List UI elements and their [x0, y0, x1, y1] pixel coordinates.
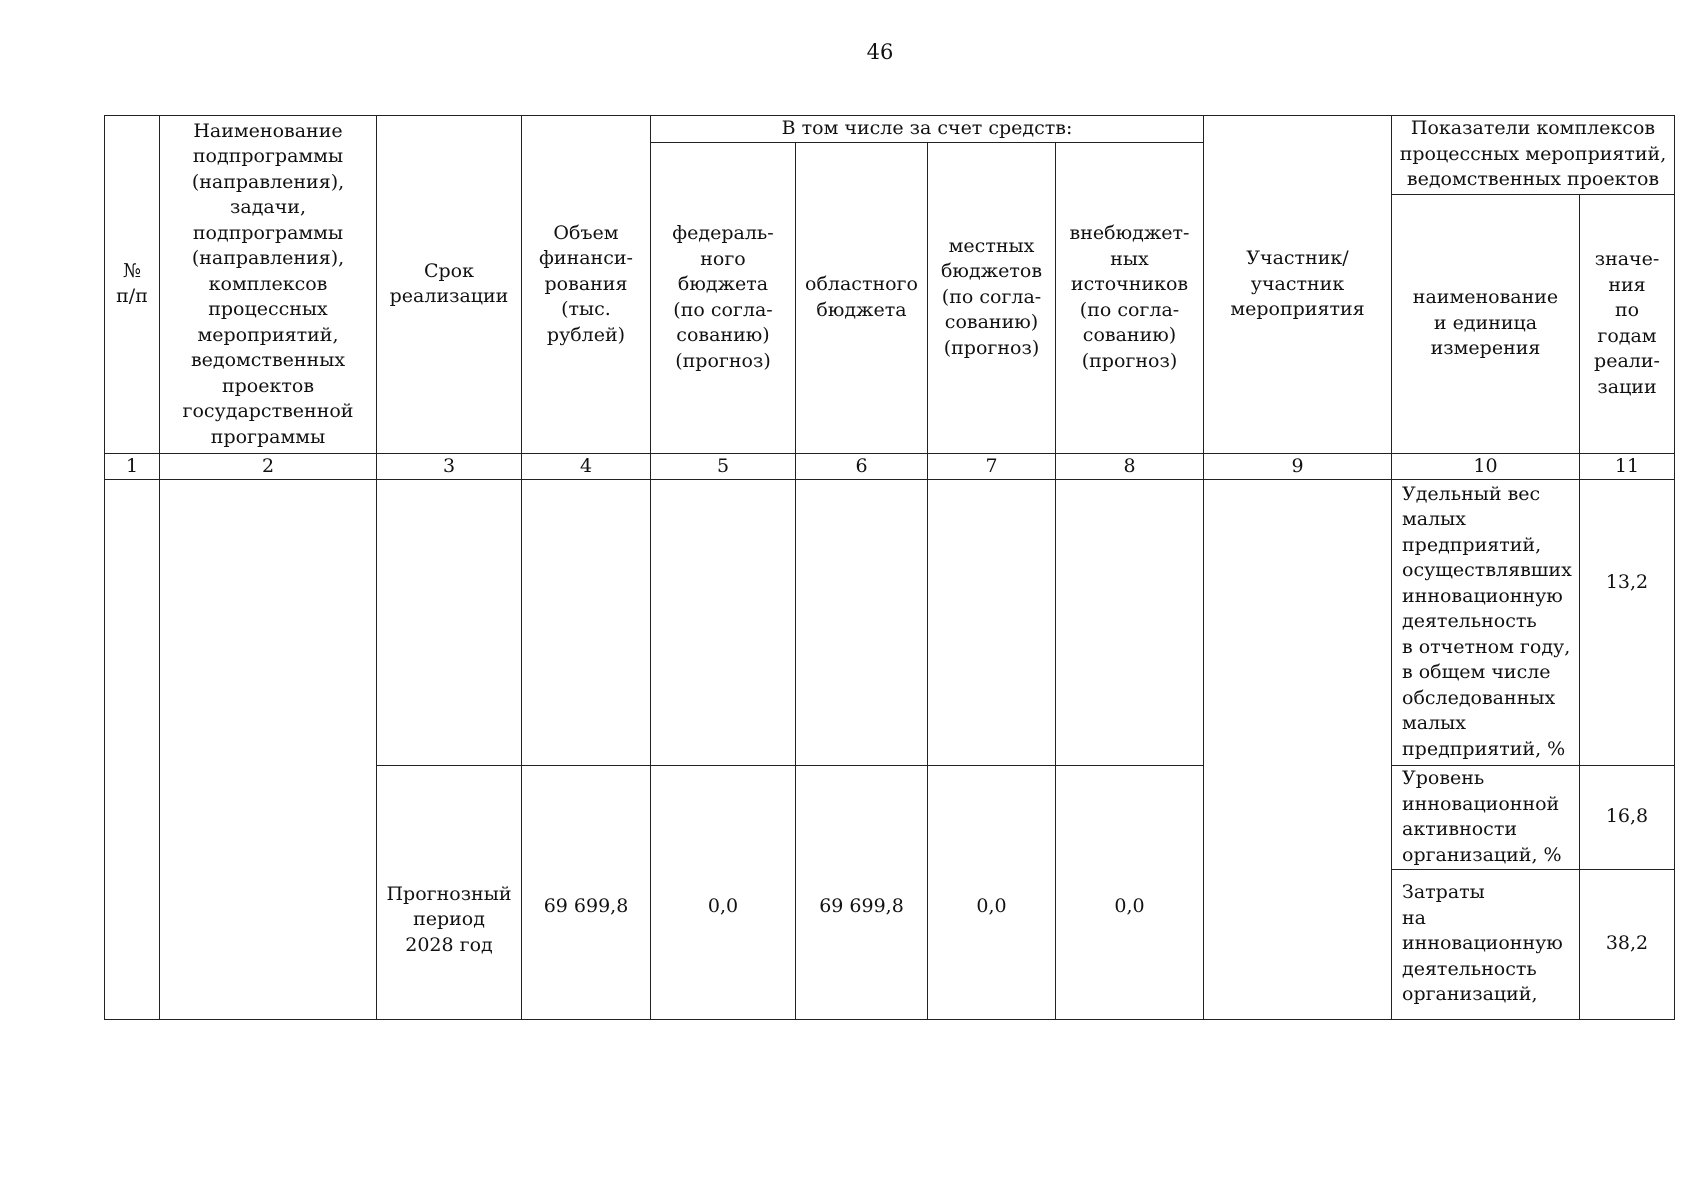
column-number: 8 — [1056, 453, 1204, 479]
cell-name-empty — [160, 479, 377, 1019]
program-table — [104, 115, 1675, 1020]
cell-participant-empty — [1204, 479, 1392, 1019]
column-number: 5 — [651, 453, 796, 479]
column-number: 3 — [377, 453, 522, 479]
indicator-name: Затраты на инновационную деятельность организаций, — [1392, 869, 1580, 1019]
cell-empty — [651, 479, 796, 765]
indicator-name: Уровень инновационной активности организаций, % — [1392, 765, 1580, 869]
column-number: 2 — [160, 453, 377, 479]
column-number: 7 — [928, 453, 1056, 479]
forecast-volume: 69 699,8 — [522, 765, 651, 1019]
header-num: № п/п — [105, 116, 160, 454]
header-indicator-name: наименование и единица измерения — [1392, 194, 1580, 453]
header-federal: федераль- ного бюджета (по согла- сованию) (прогноз) — [651, 142, 796, 453]
forecast-extrabudget: 0,0 — [1056, 765, 1204, 1019]
header-name: Наименование подпрограммы (направления), задачи, подпрограммы (направления), комплексов процессных мероприятий, ведомственных проектов государственной программы — [160, 116, 377, 454]
cell-empty — [1056, 479, 1204, 765]
column-number-row — [105, 453, 1675, 479]
forecast-period: Прогнозный период 2028 год — [377, 765, 522, 1019]
header-indicators-group: Показатели комплексов процессных мероприятий, ведомственных проектов — [1392, 116, 1675, 195]
header-participant: Участник/ участник мероприятия — [1204, 116, 1392, 454]
header-period: Срок реализации — [377, 116, 522, 454]
column-number: 4 — [522, 453, 651, 479]
cell-empty — [796, 479, 928, 765]
cell-num-empty — [105, 479, 160, 1019]
header-regional: областного бюджета — [796, 142, 928, 453]
column-number: 9 — [1204, 453, 1392, 479]
indicator-name: Удельный вес малых предприятий, осуществлявших инновационную деятельность в отчетном году, в общем числе обследованных малых предприятий, % — [1392, 479, 1580, 765]
forecast-regional: 69 699,8 — [796, 765, 928, 1019]
cell-empty — [928, 479, 1056, 765]
header-extrabudget: внебюджет- ных источников (по согла- сованию) (прогноз) — [1056, 142, 1204, 453]
table-row — [105, 479, 1675, 765]
header-indicator-values: значе- ния по годам реали- зации — [1580, 194, 1675, 453]
header-funding-group: В том числе за счет средств: — [651, 116, 1204, 143]
forecast-federal: 0,0 — [651, 765, 796, 1019]
cell-empty — [522, 479, 651, 765]
column-number: 10 — [1392, 453, 1580, 479]
column-number: 1 — [105, 453, 160, 479]
header-volume: Объем финанси- рования (тыс. рублей) — [522, 116, 651, 454]
forecast-local: 0,0 — [928, 765, 1056, 1019]
column-number: 11 — [1580, 453, 1675, 479]
cell-empty — [377, 479, 522, 765]
indicator-value: 16,8 — [1580, 765, 1675, 869]
indicator-value: 38,2 — [1580, 869, 1675, 1019]
header-local: местных бюджетов (по согла- сованию) (прогноз) — [928, 142, 1056, 453]
page-number: 46 — [866, 40, 894, 64]
column-number: 6 — [796, 453, 928, 479]
indicator-value: 13,2 — [1580, 479, 1675, 765]
